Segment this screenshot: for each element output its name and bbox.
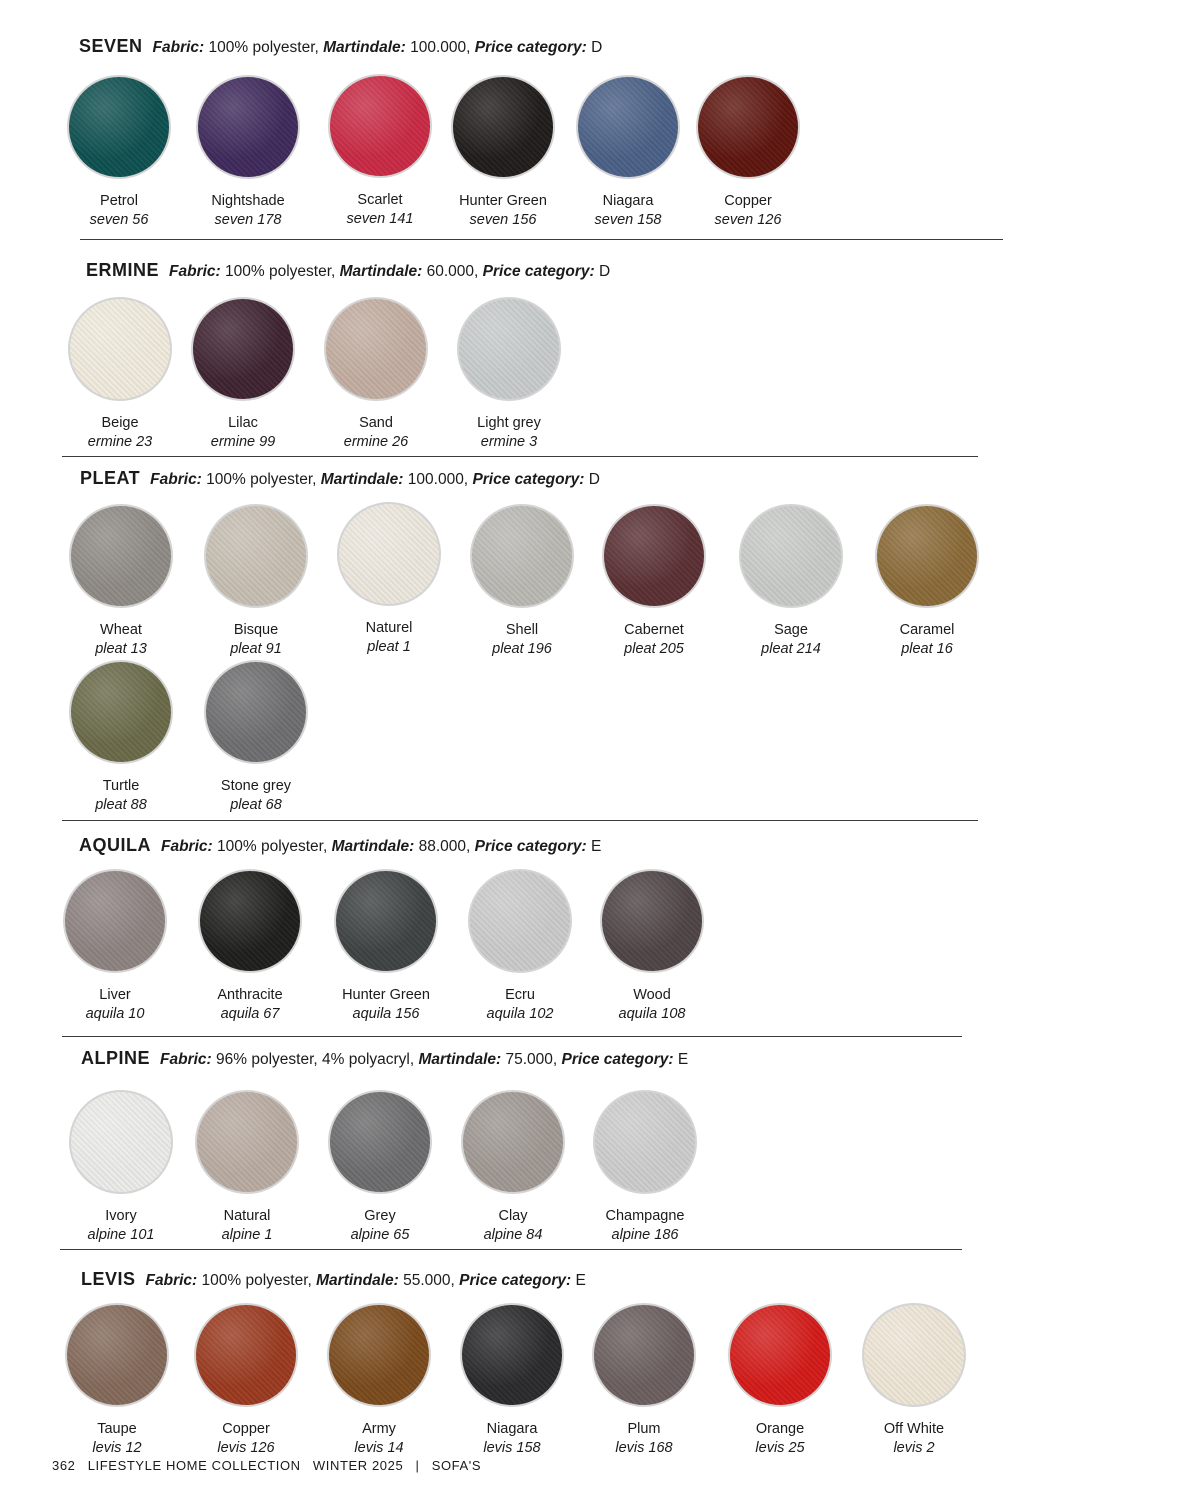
swatch-code: ermine 99 [210, 434, 276, 450]
swatch-levis-plum[interactable] [569, 1303, 719, 1457]
swatch-circle [728, 1303, 832, 1407]
swatch-levis-off-white[interactable] [839, 1303, 989, 1457]
martindale-value: 55.000, [403, 1272, 455, 1289]
category-name: SOFA'S [431, 1458, 482, 1473]
section-divider [60, 1249, 962, 1250]
swatch-code: aquila 102 [486, 1006, 554, 1022]
swatch-code: pleat 88 [95, 797, 147, 813]
swatch-alpine-grey[interactable] [305, 1090, 455, 1244]
price-value: E [575, 1272, 586, 1289]
swatch-circle [593, 1090, 697, 1194]
swatch-levis-army[interactable] [304, 1303, 454, 1457]
swatch-circle [451, 75, 555, 179]
price-value: E [590, 838, 602, 855]
swatch-code: aquila 108 [618, 1006, 686, 1022]
fabric-name: AQUILA [79, 835, 151, 855]
martindale-label: Martindale: [339, 263, 423, 280]
swatch-code: alpine 186 [611, 1227, 679, 1243]
swatch-code: pleat 214 [761, 641, 821, 657]
swatch-circle [196, 75, 300, 179]
fabric-name: ALPINE [81, 1048, 151, 1068]
swatch-code: ermine 26 [343, 434, 409, 450]
martindale-value: 60.000, [426, 263, 479, 280]
section-title-pleat [80, 468, 600, 489]
swatch-label: Turtle [102, 778, 140, 794]
fabric-value: 100% polyester, [217, 838, 328, 855]
swatch-code: pleat 1 [367, 639, 411, 655]
price-value: D [591, 39, 603, 56]
swatch-label: Naturel [365, 620, 413, 636]
swatch-label: Wheat [100, 622, 142, 638]
swatch-code: pleat 196 [492, 641, 552, 657]
swatch-label: Cabernet [624, 622, 684, 638]
swatch-circle [194, 1303, 298, 1407]
swatch-circle [739, 504, 843, 608]
swatch-code: alpine 101 [87, 1227, 155, 1243]
swatch-aquila-ecru[interactable] [445, 869, 595, 1023]
swatch-ermine-lilac[interactable] [168, 297, 318, 451]
swatch-label: Copper [724, 193, 772, 209]
swatch-label: Army [362, 1421, 396, 1437]
section-title-seven [79, 36, 602, 57]
swatch-code: alpine 65 [350, 1227, 410, 1243]
swatch-circle [65, 1303, 169, 1407]
swatch-label: Off White [883, 1421, 945, 1437]
swatch-circle [204, 504, 308, 608]
swatch-label: Plum [627, 1421, 661, 1437]
fabric-label: Fabric: [152, 39, 205, 56]
swatch-code: levis 14 [354, 1440, 404, 1456]
section-divider [80, 239, 1003, 240]
swatch-circle [204, 660, 308, 764]
swatch-code: seven 56 [89, 212, 149, 228]
section-title-alpine [81, 1048, 688, 1069]
swatch-ermine-sand[interactable] [301, 297, 451, 451]
swatch-label: Stone grey [220, 778, 292, 794]
fabric-label: Fabric: [160, 1051, 212, 1068]
swatch-code: seven 141 [346, 211, 414, 227]
swatch-pleat-wheat[interactable] [46, 504, 196, 658]
swatch-code: pleat 16 [901, 641, 953, 657]
swatch-label: Natural [223, 1208, 271, 1224]
fabric-value: 100% polyester, [225, 263, 336, 280]
martindale-label: Martindale: [320, 471, 404, 488]
swatch-aquila-anthracite[interactable] [175, 869, 325, 1023]
swatch-levis-taupe[interactable] [42, 1303, 192, 1457]
swatch-label: Wood [633, 987, 671, 1003]
swatch-levis-copper[interactable] [171, 1303, 321, 1457]
swatch-levis-niagara[interactable] [437, 1303, 587, 1457]
swatch-circle [576, 75, 680, 179]
swatch-circle [63, 869, 167, 973]
swatch-code: aquila 156 [352, 1006, 420, 1022]
swatch-circle [696, 75, 800, 179]
swatch-seven-copper[interactable] [673, 75, 823, 229]
swatch-code: seven 126 [714, 212, 782, 228]
price-label: Price category: [482, 263, 595, 280]
swatch-code: aquila 67 [220, 1006, 280, 1022]
section-title-levis [81, 1269, 586, 1290]
swatch-code: pleat 68 [230, 797, 282, 813]
swatch-label: Ecru [505, 987, 535, 1003]
price-label: Price category: [474, 39, 587, 56]
martindale-value: 100.000, [407, 471, 469, 488]
swatch-pleat-sage[interactable] [716, 504, 866, 658]
swatch-label: Grey [364, 1208, 396, 1224]
price-label: Price category: [474, 838, 587, 855]
swatch-circle [592, 1303, 696, 1407]
swatch-pleat-shell[interactable] [447, 504, 597, 658]
swatch-label: Sand [359, 415, 393, 431]
swatch-label: Scarlet [357, 192, 403, 208]
fabric-label: Fabric: [145, 1272, 198, 1289]
swatch-circle [328, 74, 432, 178]
swatch-aquila-wood[interactable] [577, 869, 727, 1023]
swatch-alpine-natural[interactable] [172, 1090, 322, 1244]
swatch-code: seven 156 [469, 212, 537, 228]
swatch-label: Caramel [899, 622, 955, 638]
swatch-circle [69, 1090, 173, 1194]
swatch-circle [337, 502, 441, 606]
swatch-pleat-cabernet[interactable] [579, 504, 729, 658]
price-label: Price category: [561, 1051, 674, 1068]
swatch-code: levis 25 [755, 1440, 805, 1456]
swatch-pleat-naturel[interactable] [314, 502, 464, 656]
martindale-label: Martindale: [418, 1051, 502, 1068]
swatch-code: pleat 13 [95, 641, 147, 657]
swatch-label: Anthracite [217, 987, 283, 1003]
swatch-code: pleat 205 [624, 641, 684, 657]
swatch-circle [460, 1303, 564, 1407]
swatch-circle [334, 869, 438, 973]
swatch-code: levis 126 [217, 1440, 275, 1456]
fabric-value: 100% polyester, [201, 1272, 312, 1289]
section-title-aquila [79, 835, 601, 856]
fabric-name: ERMINE [86, 260, 160, 280]
swatch-label: Niagara [602, 193, 654, 209]
fabric-value: 100% polyester, [206, 471, 317, 488]
swatch-levis-orange[interactable] [705, 1303, 855, 1457]
swatch-circle [862, 1303, 966, 1407]
swatch-label: Bisque [233, 622, 279, 638]
swatch-label: Lilac [228, 415, 258, 431]
swatch-pleat-turtle[interactable] [46, 660, 196, 814]
martindale-label: Martindale: [316, 1272, 399, 1289]
footer-separator: | [415, 1458, 420, 1473]
fabric-value: 96% polyester, 4% polyacryl, [216, 1051, 415, 1068]
fabric-name: PLEAT [80, 468, 141, 488]
section-divider [62, 820, 978, 821]
page-number: 362 [52, 1458, 76, 1473]
price-value: D [598, 263, 611, 280]
swatch-circle [198, 869, 302, 973]
swatch-circle [602, 504, 706, 608]
swatch-aquila-liver[interactable] [40, 869, 190, 1023]
collection-name: LIFESTYLE HOME COLLECTION [87, 1458, 301, 1473]
swatch-code: levis 168 [615, 1440, 673, 1456]
swatch-label: Orange [755, 1421, 805, 1437]
fabric-name: SEVEN [79, 36, 143, 56]
swatch-label: Sage [774, 622, 808, 638]
martindale-label: Martindale: [331, 838, 415, 855]
swatch-circle [191, 297, 295, 401]
swatch-circle [69, 504, 173, 608]
swatch-code: levis 2 [893, 1440, 935, 1456]
swatch-circle [328, 1090, 432, 1194]
swatch-pleat-bisque[interactable] [181, 504, 331, 658]
fabric-name: LEVIS [81, 1269, 136, 1289]
swatch-label: Hunter Green [459, 193, 547, 209]
swatch-label: Beige [101, 415, 139, 431]
swatch-code: alpine 84 [483, 1227, 543, 1243]
page-footer [52, 1458, 489, 1473]
swatch-circle [468, 869, 572, 973]
swatch-alpine-clay[interactable] [438, 1090, 588, 1244]
swatch-circle [69, 660, 173, 764]
price-value: D [588, 471, 600, 488]
swatch-aquila-hunter-green[interactable] [311, 869, 461, 1023]
swatch-label: Clay [498, 1208, 528, 1224]
swatch-pleat-caramel[interactable] [852, 504, 1002, 658]
swatch-code: ermine 23 [87, 434, 153, 450]
swatch-code: seven 158 [594, 212, 662, 228]
swatch-ermine-light-grey[interactable] [434, 297, 584, 451]
swatch-circle [461, 1090, 565, 1194]
swatch-label: Champagne [605, 1208, 685, 1224]
price-label: Price category: [472, 471, 585, 488]
swatch-label: Nightshade [211, 193, 285, 209]
swatch-pleat-stone-grey[interactable] [181, 660, 331, 814]
fabric-value: 100% polyester, [208, 39, 319, 56]
swatch-label: Light grey [477, 415, 541, 431]
price-value: E [677, 1051, 689, 1068]
swatch-circle [457, 297, 561, 401]
swatch-code: alpine 1 [221, 1227, 273, 1243]
swatch-code: levis 12 [92, 1440, 142, 1456]
swatch-label: Ivory [105, 1208, 137, 1224]
swatch-label: Copper [222, 1421, 270, 1437]
swatch-label: Shell [505, 622, 539, 638]
martindale-value: 100.000, [410, 39, 471, 56]
swatch-code: ermine 3 [480, 434, 538, 450]
section-title-ermine [86, 260, 610, 281]
swatch-code: seven 178 [214, 212, 282, 228]
fabric-label: Fabric: [161, 838, 213, 855]
swatch-label: Liver [99, 987, 131, 1003]
swatch-alpine-champagne[interactable] [570, 1090, 720, 1244]
swatch-circle [470, 504, 574, 608]
swatch-code: aquila 10 [85, 1006, 145, 1022]
swatch-circle [67, 75, 171, 179]
swatch-circle [68, 297, 172, 401]
season: WINTER 2025 [312, 1458, 404, 1473]
martindale-value: 88.000, [418, 838, 471, 855]
fabric-label: Fabric: [169, 263, 221, 280]
swatch-label: Taupe [97, 1421, 137, 1437]
swatch-circle [195, 1090, 299, 1194]
swatch-circle [600, 869, 704, 973]
swatch-label: Petrol [100, 193, 138, 209]
section-divider [62, 456, 978, 457]
swatch-label: Niagara [486, 1421, 538, 1437]
swatch-seven-petrol[interactable] [44, 75, 194, 229]
martindale-value: 75.000, [505, 1051, 558, 1068]
martindale-label: Martindale: [323, 39, 406, 56]
swatch-code: pleat 91 [230, 641, 282, 657]
price-label: Price category: [459, 1272, 572, 1289]
section-divider [62, 1036, 962, 1037]
fabric-label: Fabric: [150, 471, 202, 488]
swatch-circle [324, 297, 428, 401]
swatch-label: Hunter Green [342, 987, 430, 1003]
swatch-code: levis 158 [483, 1440, 541, 1456]
swatch-circle [875, 504, 979, 608]
swatch-seven-nightshade[interactable] [173, 75, 323, 229]
swatch-circle [327, 1303, 431, 1407]
